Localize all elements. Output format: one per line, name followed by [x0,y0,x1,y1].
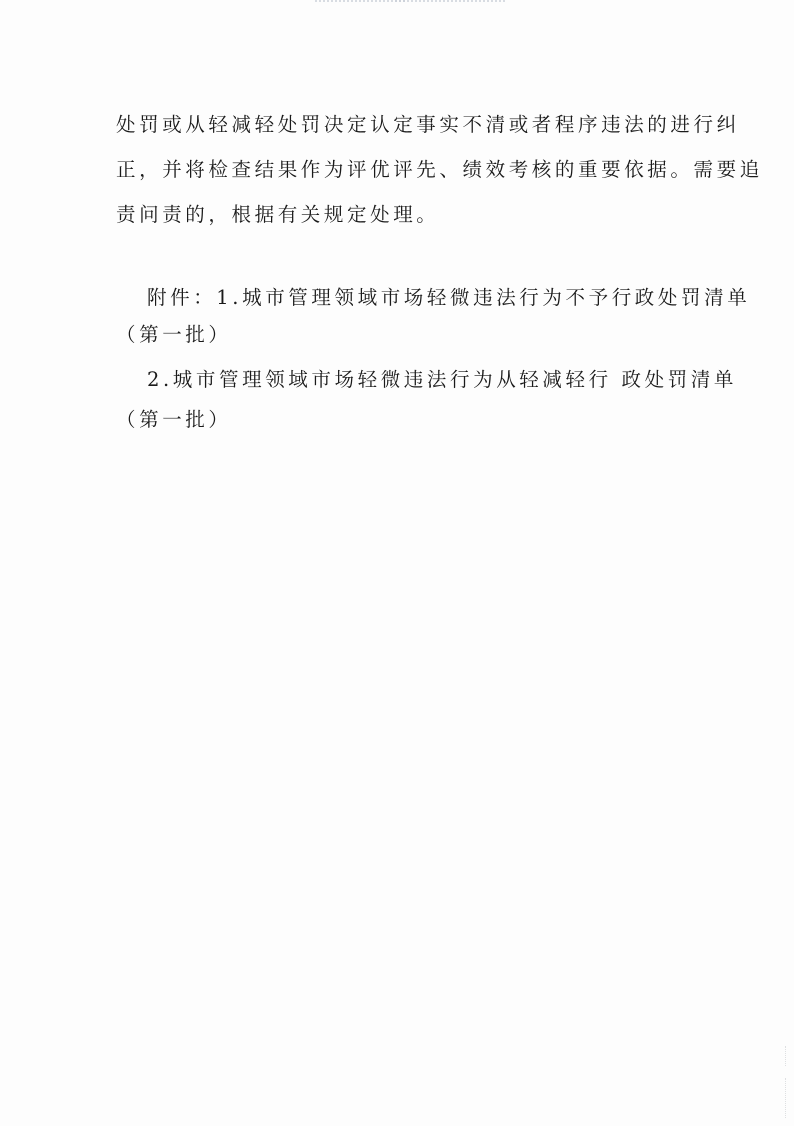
scan-edge-mark [771,1046,786,1066]
scan-edge-mark [771,1078,786,1118]
attachment-1-title: 附件：1.城市管理领域市场轻微违法行为不予行政处罚清单 [147,286,751,309]
attachment-2-batch: （第一批） [116,408,232,431]
paragraph-line-3: 责问责的，根据有关规定处理。 [116,203,440,226]
scan-bleed-mark [395,0,505,10]
attachment-2-title: 2.城市管理领域市场轻微违法行为从轻减轻行 政处罚清单 [147,368,738,391]
paragraph-line-1: 处罚或从轻减轻处罚决定认定事实不清或者程序违法的进行纠 [116,113,740,136]
paragraph-line-2: 正，并将检查结果作为评优评先、绩效考核的重要依据。需要追 [116,158,763,181]
scan-bleed-mark [315,0,405,10]
attachment-1-batch: （第一批） [116,323,232,346]
